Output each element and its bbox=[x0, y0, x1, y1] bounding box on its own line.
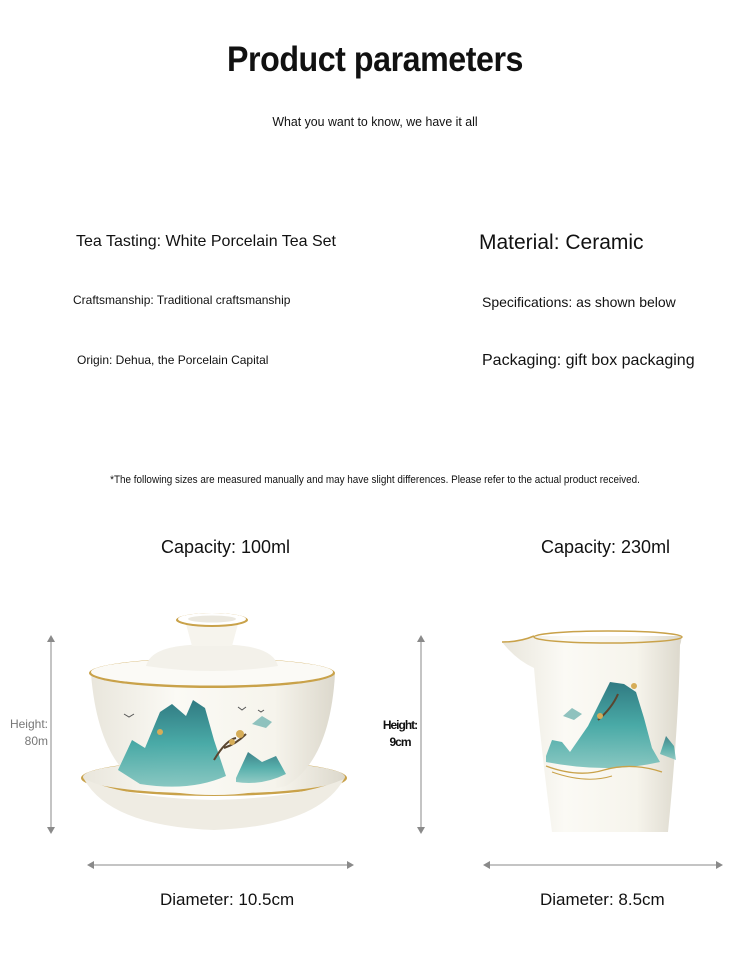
gaiwan-height-value: 80m bbox=[24, 734, 48, 748]
param-specifications: Specifications: as shown below bbox=[482, 294, 676, 310]
page-subtitle: What you want to know, we have it all bbox=[272, 114, 478, 129]
pitcher-image bbox=[502, 631, 682, 832]
gaiwan-image bbox=[81, 613, 347, 830]
gaiwan-height-label-text: Height: bbox=[9, 717, 48, 731]
page-title: Product parameters bbox=[227, 40, 523, 79]
param-material: Material: Ceramic bbox=[479, 231, 644, 254]
gaiwan-capacity: Capacity: 100ml bbox=[161, 537, 291, 557]
param-packaging: Packaging: gift box packaging bbox=[482, 352, 695, 369]
param-craftsmanship: Craftsmanship: Traditional craftsmanship bbox=[73, 293, 291, 307]
pitcher-capacity: Capacity: 230ml bbox=[541, 537, 671, 557]
pitcher-diameter: Diameter: 8.5cm bbox=[540, 890, 665, 909]
measurement-note: *The following sizes are measured manually and may have slight differences. Please refer to the actual product received. bbox=[110, 474, 640, 486]
param-origin: Origin: Dehua, the Porcelain Capital bbox=[77, 353, 269, 367]
pitcher-height-value: 9cm bbox=[389, 735, 411, 749]
param-tea-tasting: Tea Tasting: White Porcelain Tea Set bbox=[76, 233, 336, 250]
gaiwan-height-label bbox=[6, 716, 48, 750]
gaiwan-diameter: Diameter: 10.5cm bbox=[160, 890, 295, 909]
pitcher-height-label-text: Height: bbox=[382, 718, 418, 732]
pitcher-height-label bbox=[380, 717, 420, 751]
